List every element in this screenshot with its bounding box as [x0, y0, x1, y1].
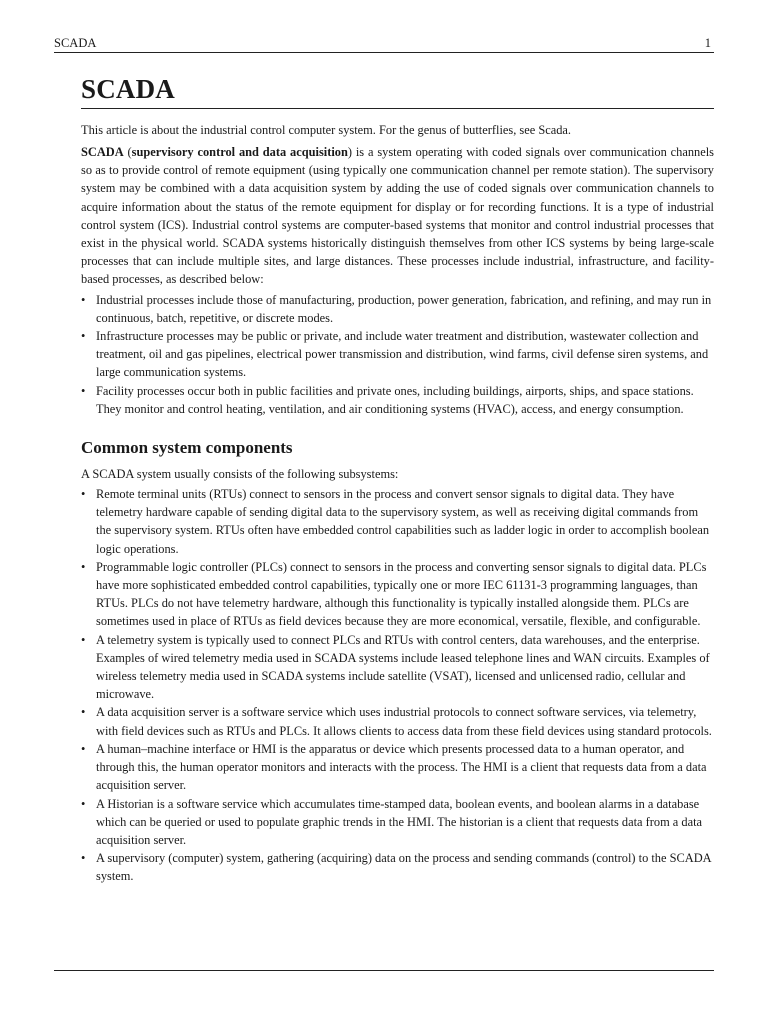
- lead-expansion: supervisory control and data acquisition: [131, 145, 348, 159]
- list-item: • Programmable logic controller (PLCs) connect to sensors in the process and converting sensor signals to digital data. PLCs have more sophisticated embedded control capabilities, typically one or more IEC 61131-3 programming languages, than RTUs. PLCs do not have telemetry hardware, although this functionality is typically installed alongside them. PLCs are sometimes used in place of RTUs as field devices because they are more economical, versatile, flexible, and configurable.: [81, 558, 714, 631]
- lead-paragraph: [81, 143, 714, 289]
- list-item: • Industrial processes include those of manufacturing, production, power generation, fabrication, and refining, and may run in continuous, batch, repetitive, or discrete modes.: [81, 291, 714, 327]
- lead-text: ) is a system operating with coded signals over communication channels so as to provide control of remote equipment (using typically one communication channel per remote station). The supervisory system may be combined with a data acquisition system by adding the use of coded signals over communication channels to acquire information about the status of the remote equipment for display or for recording functions. It is a type of industrial control system (ICS). Industrial control systems are computer-based systems that monitor and control industrial processes that exist in the physical world. SCADA systems historically distinguish themselves from other ICS systems by being large-scale processes that can include multiple sites, and large distances. These processes include industrial, infrastructure, and facility-based processes, as described below:: [81, 145, 714, 287]
- footer-divider: [54, 970, 714, 971]
- hatnote: This article is about the industrial control computer system. For the genus of butterflies, see Scada.: [81, 123, 571, 137]
- running-header-title: SCADA: [54, 36, 97, 50]
- section-heading: Common system components: [81, 438, 293, 458]
- list-item: • Remote terminal units (RTUs) connect to sensors in the process and convert sensor signals to digital data. They have telemetry hardware capable of sending digital data to the supervisory system, as well as receiving digital commands from the supervisory system. RTUs often have embedded control capabilities such as ladder logic in order to accomplish boolean logic operations.: [81, 485, 714, 558]
- list-item: • A human–machine interface or HMI is the apparatus or device which presents processed data to a human operator, and through this, the human operator monitors and interacts with the process. The HMI is a client that requests data from a data acquisition server.: [81, 740, 714, 795]
- page-number: 1: [704, 36, 711, 50]
- list-item: • A Historian is a software service which accumulates time-stamped data, boolean events, and boolean alarms in a database which can be queried or used to populate graphic trends in the HMI. The historian is a client that requests data from a data acquisition server.: [81, 795, 714, 850]
- list-item: • A telemetry system is typically used to connect PLCs and RTUs with control centers, data warehouses, and the enterprise. Examples of wired telemetry media used in SCADA systems include leased telephone lines and WAN circuits. Examples of wireless telemetry media used in SCADA systems include satellite (VSAT), licensed and unlicensed radio, cellular and microwave.: [81, 631, 714, 704]
- list-item: • A supervisory (computer) system, gathering (acquiring) data on the process and sending commands (control) to the SCADA system.: [81, 849, 714, 885]
- list-item: • A data acquisition server is a software service which uses industrial protocols to connect software services, via telemetry, with field devices such as RTUs and PLCs. It allows clients to access data from these field devices using standard protocols.: [81, 703, 714, 739]
- article-body: [81, 74, 714, 886]
- article-title: SCADA: [81, 74, 714, 109]
- process-list: [81, 291, 714, 418]
- lead-term: SCADA: [81, 145, 124, 159]
- list-item: • Facility processes occur both in public facilities and private ones, including buildings, airports, ships, and space stations. They monitor and control heating, ventilation, and air conditioning systems (HVAC), access, and energy consumption.: [81, 382, 714, 418]
- running-header: [54, 35, 714, 53]
- section-intro: A SCADA system usually consists of the following subsystems:: [81, 467, 399, 482]
- lead-open-paren: (: [123, 145, 132, 159]
- list-item: • Infrastructure processes may be public or private, and include water treatment and distribution, wastewater collection and treatment, oil and gas pipelines, electrical power transmission and distribution, wind farms, civil defense siren systems, and large communication systems.: [81, 327, 714, 382]
- components-list: [81, 485, 714, 885]
